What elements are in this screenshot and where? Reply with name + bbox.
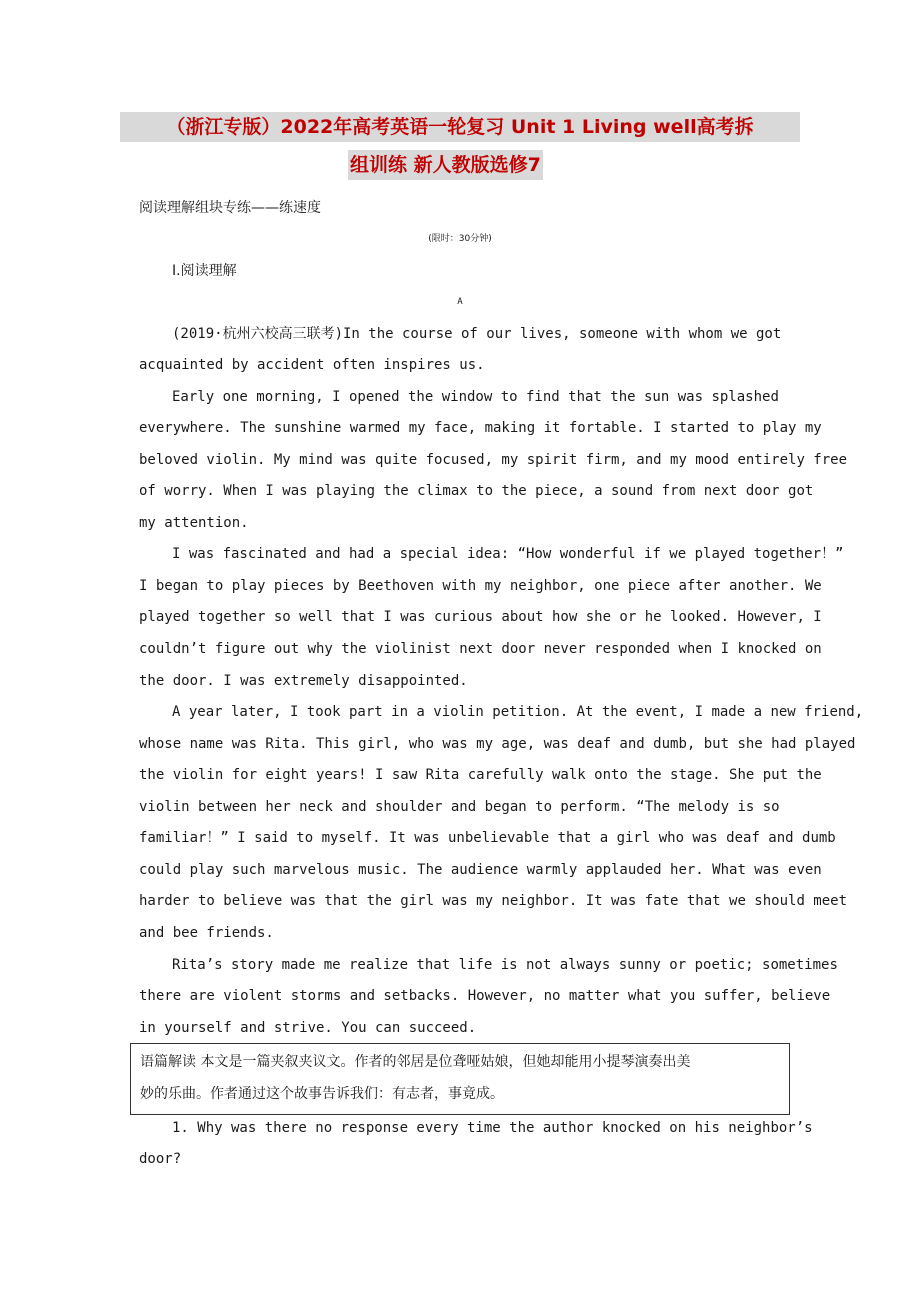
passage-line: Early one morning, I opened the window to find that the sun was splashed bbox=[172, 389, 779, 405]
passage-line: A year later, I took part in a violin petition. At the event, I made a new friend, bbox=[172, 704, 864, 720]
passage-line: in yourself and strive. You can succeed. bbox=[139, 1020, 477, 1036]
passage-line: there are violent storms and setbacks. However, no matter what you suffer, believe bbox=[139, 988, 831, 1004]
passage-line: of worry. When I was playing the climax to the piece, a sound from next door got bbox=[139, 483, 814, 499]
passage-line: my attention. bbox=[139, 515, 249, 531]
passage-line: acquainted by accident often inspires us. bbox=[139, 357, 485, 373]
passage-line: Rita’s story made me realize that life is not always sunny or poetic; sometimes bbox=[172, 957, 838, 973]
passage-line: harder to believe was that the girl was my neighbor. It was fate that we should meet bbox=[139, 893, 848, 909]
passage-analysis-box bbox=[130, 1043, 790, 1115]
passage-line: could play such marvelous music. The audience warmly applauded her. What was even bbox=[139, 862, 822, 878]
analysis-line-2: 妙的乐曲。作者通过这个故事告诉我们：有志者，事竟成。 bbox=[140, 1086, 504, 1102]
passage-line: I began to play pieces by Beethoven with my neighbor, one piece after another. We bbox=[139, 578, 822, 594]
passage-line: couldn’t figure out why the violinist next door never responded when I knocked on bbox=[139, 641, 822, 657]
section-heading: 阅读理解组块专练——练速度 bbox=[139, 200, 321, 216]
passage-line: familiar！” I said to myself. It was unbelievable that a girl who was deaf and dumb bbox=[139, 830, 836, 846]
passage-line: (2019·杭州六校高三联考)In the course of our lives, someone with whom we got bbox=[172, 326, 782, 342]
document-title-line-2: 组训练 新人教版选修7 bbox=[348, 150, 543, 180]
question-1-line-1: 1. Why was there no response every time the author knocked on his neighbor’s bbox=[172, 1120, 813, 1136]
passage-line: the door. I was extremely disappointed. bbox=[139, 673, 468, 689]
passage-line: I was fascinated and had a special idea: “How wonderful if we played together！” bbox=[172, 546, 844, 562]
analysis-line-1: 语篇解读 本文是一篇夹叙夹议文。作者的邻居是位聋哑姑娘，但她却能用小提琴演奏出美 bbox=[140, 1054, 691, 1070]
passage-line: beloved violin. My mind was quite focused, my spirit firm, and my mood entirely free bbox=[139, 452, 848, 468]
question-1-line-2: door? bbox=[139, 1151, 182, 1167]
passage-line: violin between her neck and shoulder and began to perform. “The melody is so bbox=[139, 799, 780, 815]
passage-line: the violin for eight years! I saw Rita carefully walk onto the stage. She put the bbox=[139, 767, 822, 783]
passage-line: everywhere. The sunshine warmed my face, making it fortable. I started to play my bbox=[139, 420, 822, 436]
document-title-line-1: （浙江专版）2022年高考英语一轮复习 Unit 1 Living well高考拆 bbox=[120, 112, 800, 142]
passage-label: A bbox=[457, 297, 463, 307]
time-limit: (限时：30分钟) bbox=[428, 234, 492, 244]
passage-line: played together so well that I was curious about how she or he looked. However, I bbox=[139, 609, 822, 625]
part-label: Ⅰ.阅读理解 bbox=[172, 263, 237, 279]
passage-line: and bee friends. bbox=[139, 925, 274, 941]
passage-line: whose name was Rita. This girl, who was my age, was deaf and dumb, but she had played bbox=[139, 736, 856, 752]
